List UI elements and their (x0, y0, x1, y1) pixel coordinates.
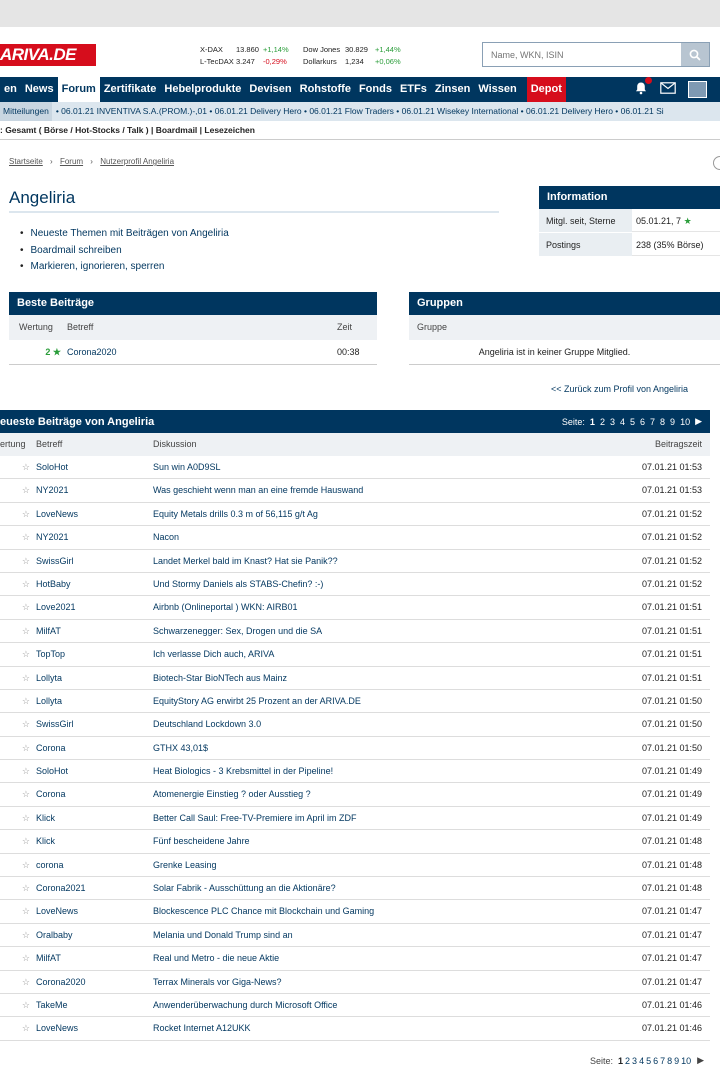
page-link[interactable]: 5 (646, 1055, 652, 1066)
star-icon: ★ (52, 347, 61, 357)
post-author-link[interactable]: Klick (36, 836, 56, 847)
star-outline-icon[interactable]: ☆ (21, 602, 30, 613)
chevron-right-icon: › (90, 157, 93, 166)
star-outline-icon[interactable]: ☆ (21, 508, 30, 519)
page-current[interactable]: 1 (589, 416, 595, 427)
table-row (0, 667, 710, 690)
page-link[interactable]: 3 (609, 416, 615, 427)
page-link[interactable]: 6 (640, 416, 646, 427)
post-author-link[interactable]: Love2021 (36, 602, 76, 613)
post-time: 07.01.21 01:49 (641, 766, 702, 777)
breadcrumb-forum[interactable]: Forum (59, 157, 84, 166)
page-link[interactable]: 4 (619, 416, 625, 427)
post-thread-link[interactable]: Was geschieht wenn man an eine fremde Hauswand (153, 485, 364, 496)
post-time: 07.01.21 01:46 (641, 1023, 702, 1034)
table-row (0, 526, 710, 549)
next-page-icon[interactable]: ▶ (697, 1055, 705, 1065)
post-author-link[interactable]: SoloHot (36, 766, 69, 777)
information-box (539, 186, 720, 257)
post-author-link[interactable]: MilfAT (36, 625, 61, 636)
page-link[interactable]: 7 (650, 416, 656, 427)
profile-link-boardmail[interactable]: • Boardmail schreiben (20, 243, 229, 260)
post-author-link[interactable]: NY2021 (36, 532, 69, 543)
pager-bottom: Seite: 1 2 3 4 5 6 7 8 9 10 ▶ (590, 1055, 705, 1066)
table-row (0, 971, 710, 994)
help-icon[interactable] (713, 156, 720, 170)
post-thread-link[interactable]: Schwarzenegger: Sex, Drogen und die SA (153, 625, 323, 636)
search-input[interactable] (483, 43, 681, 66)
page-link[interactable]: 8 (660, 416, 666, 427)
post-time: 07.01.21 01:48 (641, 859, 702, 870)
table-row (0, 1017, 710, 1040)
beste-betreff-link[interactable]: Corona2020 (67, 347, 117, 357)
breadcrumb-profile[interactable]: Nutzerprofil Angeliria (100, 157, 175, 166)
post-thread-link[interactable]: EquityStory AG erwirbt 25 Prozent an der ARIVA.DE (153, 695, 361, 706)
post-time: 07.01.21 01:53 (641, 462, 702, 472)
post-author-link[interactable]: Corona (36, 742, 66, 753)
post-author-link[interactable]: Lollyta (36, 672, 63, 683)
star-icon: ★ (683, 216, 692, 226)
neueste-beitraege-table: eueste Beiträge von Angeliria Seite: 1 2 3 4 5 6 7 8 9 10 ▶ ertung Betreff Diskussion Beitragszeit ☆ SoloHot Sun win A0D9SL 07.01.21 01:53 ☆ NY2021 Was geschieht wenn man an eine fremde Hauswand 07.01.21 01:53 ☆ LoveNews Equity Metals drills 0.3 m of 56,115 g/t Ag 07.01.21 01:52 ☆ NY2021 Nacon 07.01.21 01:52 ☆ SwissGirl Landet Merkel bald im Knast? Hat sie Panik?? 07.01.21 01:52 ☆ HotBaby Und Stormy Daniels als STABS-Chefin? :-) 07.01.21 01:52 ☆ Love2021 Airbnb (Onlineportal ) WKN: AIRB01 07.01.21 01:51 ☆ MilfAT Schwarzenegger: Sex, Drogen und die SA 07.01.21 01:51 ☆ TopTop Ich verlasse Dich auch, ARIVA 07.01.21 01:51 ☆ Lollyta Biotech-Star BioNTech aus Mainz 07.01.21 01:51 ☆ Lollyta EquityStory AG erwirbt 25 Prozent an der ARIVA.DE 07.01.21 01:50 ☆ SwissGirl Deutschland Lockdown 3.0 07.01.21 01:50 ☆ Corona GTHX 43,01$ 07.01.21 01:50 ☆ SoloHot Heat Biologics - 3 Krebsmittel in der Pipeline! 07.01.21 01:49 ☆ Corona Atomenergie Einstieg ? oder Ausstieg ? 07.01.21 01:49 ☆ Klick Better Call Saul: Free-TV-Premiere im April im ZDF 07.01.21 01:49 ☆ Klick Fünf bescheidene Jahre 07.01.21 01:48 ☆ corona Grenke Leasing 07.01.21 01:48 ☆ Corona2021 Solar Fabrik - Ausschüttung an die Aktionäre? 07.01.21 01:48 ☆ LoveNews Blockescence PLC Chance mit Blockchain und Gaming 07.01.21 01:47 ☆ Oralbaby Melania und Donald Trump sind an 07.01.21 01:47 ☆ MilfAT Real und Metro - die neue Aktie 07.01.21 01:47 ☆ Corona2020 Terrax Minerals vor Giga-News? 07.01.21 01:47 ☆ TakeMe Anwenderüberwachung durch Microsoft Office 07.01.21 01:46 ☆ LoveNews Rocket Internet A12UKK 07.01.21 01:46 (0, 410, 710, 1041)
post-time: 07.01.21 01:47 (641, 953, 702, 964)
table-row (0, 456, 710, 479)
table-row (0, 573, 710, 596)
nav-item-news[interactable]: News (24, 83, 54, 95)
post-author-link[interactable]: Corona2020 (36, 976, 86, 987)
table-row (0, 807, 710, 830)
table-row (0, 877, 710, 900)
post-thread-link[interactable]: Deutschland Lockdown 3.0 (153, 719, 262, 730)
notification-dot (645, 77, 652, 84)
post-time: 07.01.21 01:51 (641, 649, 702, 660)
table-row (0, 503, 710, 526)
star-outline-icon[interactable]: ☆ (21, 766, 30, 777)
information-title: Information (539, 186, 720, 209)
nav-item-wissen[interactable]: Wissen (478, 83, 517, 95)
nav-item-devisen[interactable]: Devisen (249, 83, 292, 95)
post-rows (0, 456, 710, 1041)
info-row-member: Mitgl. seit, Sterne 05.01.21, 7 ★ (539, 209, 720, 233)
index-ltecdax[interactable]: L-TecDAX 3.247 -0,29% (200, 57, 287, 66)
star-outline-icon[interactable]: ☆ (21, 812, 30, 823)
post-author-link[interactable]: LoveNews (36, 508, 79, 519)
post-thread-link[interactable]: Equity Metals drills 0.3 m of 56,115 g/t Ag (153, 508, 318, 519)
post-thread-link[interactable]: Grenke Leasing (153, 859, 217, 870)
nav-item-zertifikate[interactable]: Zertifikate (103, 83, 157, 95)
post-thread-link[interactable]: Biotech-Star BioNTech aus Mainz (153, 672, 288, 683)
gruppen-empty: Angeliria ist in keiner Gruppe Mitglied. (409, 340, 720, 365)
table-row (0, 947, 710, 970)
main-nav (0, 77, 720, 102)
star-outline-icon[interactable]: ☆ (21, 649, 30, 660)
col-wertung: Wertung (19, 322, 53, 332)
star-outline-icon[interactable]: ☆ (21, 883, 30, 894)
star-outline-icon[interactable]: ☆ (21, 1023, 30, 1034)
table-row (0, 713, 710, 736)
gruppen-title: Gruppen (409, 292, 720, 315)
post-time: 07.01.21 01:53 (641, 485, 702, 496)
star-outline-icon[interactable]: ☆ (21, 672, 30, 683)
post-thread-link[interactable]: Und Stormy Daniels als STABS-Chefin? :-) (153, 578, 324, 589)
page-link[interactable]: 2 (625, 1055, 631, 1066)
ariva-logo[interactable]: ARIVA.DE (0, 44, 96, 66)
star-outline-icon[interactable]: ☆ (21, 695, 30, 706)
pager-top: Seite: 1 2 3 4 5 6 7 8 9 10 ▶ (561, 416, 702, 427)
post-time: 07.01.21 01:50 (641, 742, 702, 753)
search-icon (689, 49, 701, 61)
bell-icon[interactable] (634, 81, 648, 98)
page-link[interactable]: 5 (629, 416, 635, 427)
star-outline-icon[interactable]: ☆ (21, 789, 30, 800)
star-outline-icon[interactable]: ☆ (21, 625, 30, 636)
news-ticker (0, 102, 720, 121)
page-link[interactable]: 2 (599, 416, 605, 427)
nav-item-en[interactable]: en (4, 83, 17, 95)
post-author-link[interactable]: Corona2021 (36, 883, 86, 894)
beste-beitraege-box (9, 292, 377, 365)
page-link[interactable]: 7 (660, 1055, 666, 1066)
post-thread-link[interactable]: Solar Fabrik - Ausschüttung an die Aktionäre? (153, 883, 336, 894)
col-betreff: Betreff (67, 322, 94, 332)
user-avatar[interactable] (688, 81, 707, 98)
post-author-link[interactable]: TakeMe (36, 999, 68, 1010)
post-thread-link[interactable]: GTHX 43,01$ (153, 742, 209, 753)
post-time: 07.01.21 01:52 (641, 578, 702, 589)
table-row (0, 783, 710, 806)
post-author-link[interactable]: SoloHot (36, 462, 69, 472)
nav-item-hebelprodukte[interactable]: Hebelprodukte (164, 83, 242, 95)
post-author-link[interactable]: LoveNews (36, 1023, 79, 1034)
post-author-link[interactable]: Klick (36, 812, 56, 823)
nav-item-forum[interactable]: Forum (58, 77, 100, 102)
star-outline-icon[interactable]: ☆ (21, 532, 30, 543)
profile-link-mark[interactable]: • Markieren, ignorieren, sperren (20, 259, 229, 276)
search-box (482, 42, 710, 67)
index-xdax[interactable]: X-DAX 13.860 +1,14% (200, 45, 289, 54)
post-thread-link[interactable]: Fünf bescheidene Jahre (153, 836, 250, 847)
post-author-link[interactable]: NY2021 (36, 485, 69, 496)
post-thread-link[interactable]: Rocket Internet A12UKK (153, 1023, 251, 1034)
gruppen-box (409, 292, 720, 365)
star-outline-icon[interactable]: ☆ (21, 462, 30, 472)
post-time: 07.01.21 01:51 (641, 625, 702, 636)
beste-title: Beste Beiträge (9, 292, 377, 315)
top-bar (0, 0, 720, 27)
beste-row: 2 ★ Corona2020 00:38 (9, 340, 377, 365)
title-divider (9, 211, 499, 213)
post-author-link[interactable]: HotBaby (36, 578, 71, 589)
table-row (0, 994, 710, 1017)
post-author-link[interactable]: Lollyta (36, 695, 63, 706)
page-title: Angeliria (9, 188, 76, 207)
nav-item-depot[interactable]: Depot (527, 77, 566, 102)
post-time: 07.01.21 01:47 (641, 929, 702, 940)
table-row (0, 690, 710, 713)
star-outline-icon[interactable]: ☆ (21, 976, 30, 987)
nav-item-zinsen[interactable]: Zinsen (434, 83, 471, 95)
post-author-link[interactable]: MilfAT (36, 953, 61, 964)
star-outline-icon[interactable]: ☆ (21, 906, 30, 917)
post-time: 07.01.21 01:50 (641, 695, 702, 706)
post-time: 07.01.21 01:47 (641, 976, 702, 987)
next-page-icon[interactable]: ▶ (695, 416, 702, 426)
forum-subnav-links[interactable]: : Gesamt ( Börse / Hot-Stocks / Talk ) | Boardmail | Lesezeichen (0, 125, 255, 135)
table-row (0, 550, 710, 573)
star-outline-icon[interactable]: ☆ (21, 953, 30, 964)
page-current[interactable]: 1 (618, 1055, 624, 1066)
page-link[interactable]: 6 (653, 1055, 659, 1066)
post-thread-link[interactable]: Nacon (153, 532, 180, 543)
breadcrumb (9, 157, 174, 166)
star-outline-icon[interactable]: ☆ (21, 719, 30, 730)
post-thread-link[interactable]: Blockescence PLC Chance mit Blockchain und Gaming (153, 906, 375, 917)
table-row (0, 900, 710, 923)
page-link[interactable]: 9 (674, 1055, 680, 1066)
post-thread-link[interactable]: Anwenderüberwachung durch Microsoft Office (153, 999, 338, 1010)
info-row-postings: Postings 238 (35% Börse) (539, 233, 720, 257)
page-link[interactable]: 4 (639, 1055, 645, 1066)
post-time: 07.01.21 01:48 (641, 883, 702, 894)
back-to-profile-link[interactable]: << Zurück zum Profil von Angeliria (551, 384, 689, 394)
post-author-link[interactable]: Oralbaby (36, 929, 73, 940)
index-dollarkurs[interactable]: Dollarkurs 1,234 +0,06% (303, 57, 401, 66)
post-thread-link[interactable]: Atomenergie Einstieg ? oder Ausstieg ? (153, 789, 311, 800)
post-thread-link[interactable]: Terrax Minerals vor Giga-News? (153, 976, 282, 987)
ticker-text[interactable]: • 06.01.21 INVENTIVA S.A.(PROM.)-,01 • 06.01.21 Delivery Hero • 06.01.21 Flow Traders • 06.01.21 Wisekey International • 06.01.21 Delivery Hero • 06.01.21 Si (55, 106, 664, 116)
index-dowjones[interactable]: Dow Jones 30.829 +1,44% (303, 45, 401, 54)
post-time: 07.01.21 01:47 (641, 906, 702, 917)
table-row (0, 830, 710, 853)
nav-item-etfs[interactable]: ETFs (399, 83, 427, 95)
search-button[interactable] (681, 43, 709, 66)
table-row (0, 760, 710, 783)
post-thread-link[interactable]: Landet Merkel bald im Knast? Hat sie Panik?? (153, 555, 338, 566)
star-outline-icon[interactable]: ☆ (21, 578, 30, 589)
ticker-label[interactable]: Mitteilungen (0, 102, 52, 121)
post-thread-link[interactable]: Better Call Saul: Free-TV-Premiere im April im ZDF (153, 812, 357, 823)
post-thread-link[interactable]: Heat Biologics - 3 Krebsmittel in der Pipeline! (153, 766, 334, 777)
profile-link-themes[interactable]: • Neueste Themen mit Beiträgen von Angeliria (20, 226, 229, 243)
col-gruppe: Gruppe (417, 322, 448, 332)
star-outline-icon[interactable]: ☆ (21, 859, 30, 870)
table-row (0, 854, 710, 877)
table-row (0, 924, 710, 947)
col-zeit: Zeit (337, 322, 353, 332)
post-thread-link[interactable]: Real und Metro - die neue Aktie (153, 953, 280, 964)
posts-title: eueste Beiträge von Angeliria (0, 415, 155, 428)
table-row (0, 479, 710, 502)
post-time: 07.01.21 01:49 (641, 812, 702, 823)
post-thread-link[interactable]: Airbnb (Onlineportal ) WKN: AIRB01 (153, 602, 298, 613)
chevron-right-icon: › (50, 157, 53, 166)
profile-links (20, 226, 229, 276)
table-row (0, 596, 710, 619)
star-outline-icon[interactable]: ☆ (21, 485, 30, 496)
page-link[interactable]: 10 (681, 1055, 692, 1066)
star-outline-icon[interactable]: ☆ (21, 555, 30, 566)
table-row (0, 737, 710, 760)
star-outline-icon[interactable]: ☆ (21, 999, 30, 1010)
post-time: 07.01.21 01:52 (641, 555, 702, 566)
post-author-link[interactable]: TopTop (36, 649, 66, 660)
post-time: 07.01.21 01:50 (641, 719, 702, 730)
page-link[interactable]: 3 (632, 1055, 638, 1066)
star-outline-icon[interactable]: ☆ (21, 836, 30, 847)
post-author-link[interactable]: SwissGirl (36, 555, 74, 566)
post-thread-link[interactable]: Ich verlasse Dich auch, ARIVA (153, 649, 275, 660)
star-outline-icon[interactable]: ☆ (21, 929, 30, 940)
page-link[interactable]: 9 (670, 416, 676, 427)
post-time: 07.01.21 01:46 (641, 999, 702, 1010)
post-time: 07.01.21 01:52 (641, 532, 702, 543)
star-outline-icon[interactable]: ☆ (21, 742, 30, 753)
post-time: 07.01.21 01:51 (641, 672, 702, 683)
post-time: 07.01.21 01:51 (641, 602, 702, 613)
page-link[interactable]: 8 (667, 1055, 673, 1066)
nav-item-fonds[interactable]: Fonds (358, 83, 392, 95)
mail-icon[interactable] (660, 82, 676, 97)
page-link[interactable]: 10 (680, 416, 691, 427)
nav-item-rohstoffe[interactable]: Rohstoffe (299, 83, 351, 95)
table-row (0, 620, 710, 643)
post-thread-link[interactable]: Melania und Donald Trump sind an (153, 929, 293, 940)
forum-subnav (0, 121, 720, 140)
table-row (0, 643, 710, 666)
post-author-link[interactable]: corona (36, 859, 64, 870)
post-time: 07.01.21 01:49 (641, 789, 702, 800)
post-time: 07.01.21 01:48 (641, 836, 702, 847)
post-author-link[interactable]: SwissGirl (36, 719, 74, 730)
post-author-link[interactable]: LoveNews (36, 906, 79, 917)
breadcrumb-startseite[interactable]: Startseite (9, 157, 43, 166)
post-time: 07.01.21 01:52 (641, 508, 702, 519)
post-thread-link[interactable]: Sun win A0D9SL (153, 462, 221, 472)
post-author-link[interactable]: Corona (36, 789, 66, 800)
